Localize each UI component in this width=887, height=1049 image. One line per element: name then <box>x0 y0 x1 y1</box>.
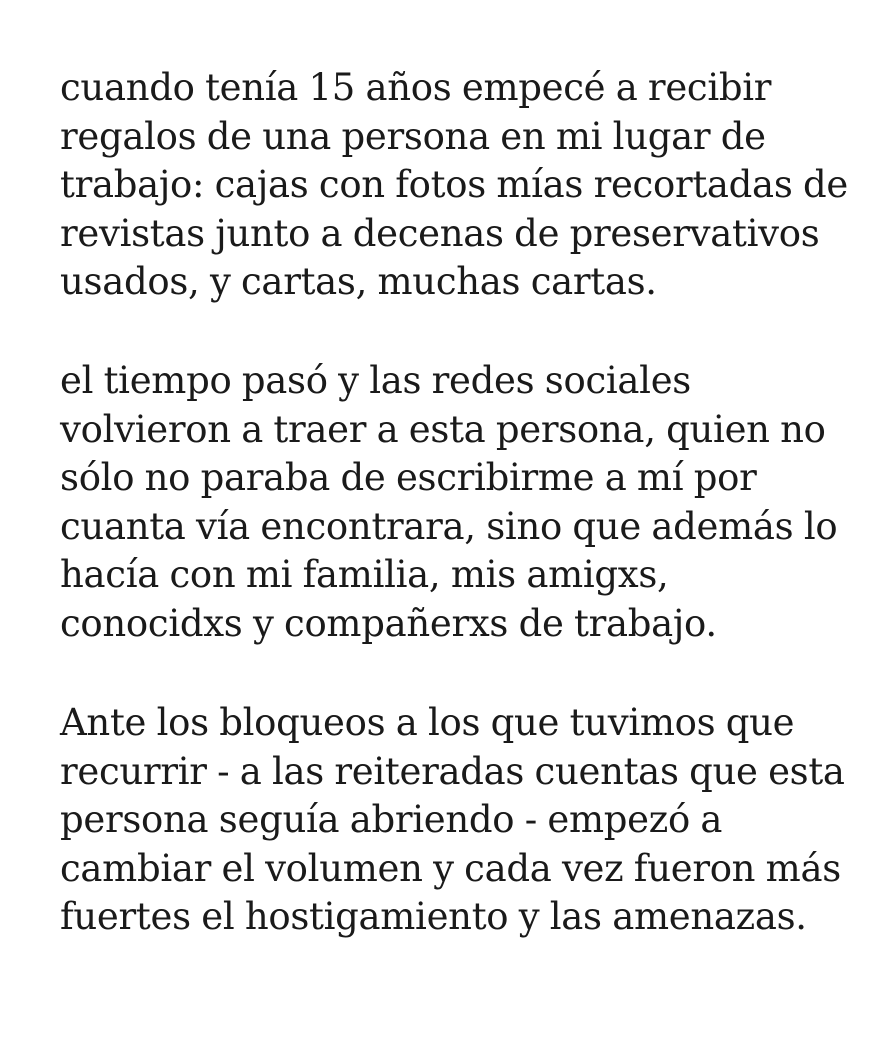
text-line: regalos de una persona en mi lugar de <box>60 114 766 158</box>
text-line: revistas junto a decenas de preservativos <box>60 211 820 255</box>
text-line: conocidxs y compañerxs de trabajo. <box>60 601 717 645</box>
text-line: Ante los bloqueos a los que tuvimos que <box>60 701 795 744</box>
text-line: volvieron a traer a esta persona, quien no <box>60 407 826 451</box>
paragraph-2 <box>60 357 860 649</box>
paragraph-1 <box>60 64 860 307</box>
text-line: recurrir - a las reiteradas cuentas que esta <box>60 749 845 793</box>
text-line: sólo no paraba de escribirme a mí por <box>60 456 757 500</box>
text-line: fuertes el hostigamiento y las amenazas. <box>60 895 807 939</box>
text-line: persona seguía abriendo - empezó a <box>60 798 723 842</box>
text-line: hacía con mi familia, mis amigxs, <box>60 553 669 597</box>
text-line: trabajo: cajas con fotos mías recortadas de <box>60 163 848 207</box>
text-line: usados, y cartas, muchas cartas. <box>60 260 657 304</box>
text-line: cambiar el volumen y cada vez fueron más <box>60 846 841 890</box>
text-line: cuando tenía 15 años empecé a recibir <box>60 66 772 109</box>
paragraph-3 <box>60 699 860 942</box>
text-line: cuanta vía encontrara, sino que además lo <box>60 504 838 548</box>
text-line: el tiempo pasó y las redes sociales <box>60 359 691 402</box>
